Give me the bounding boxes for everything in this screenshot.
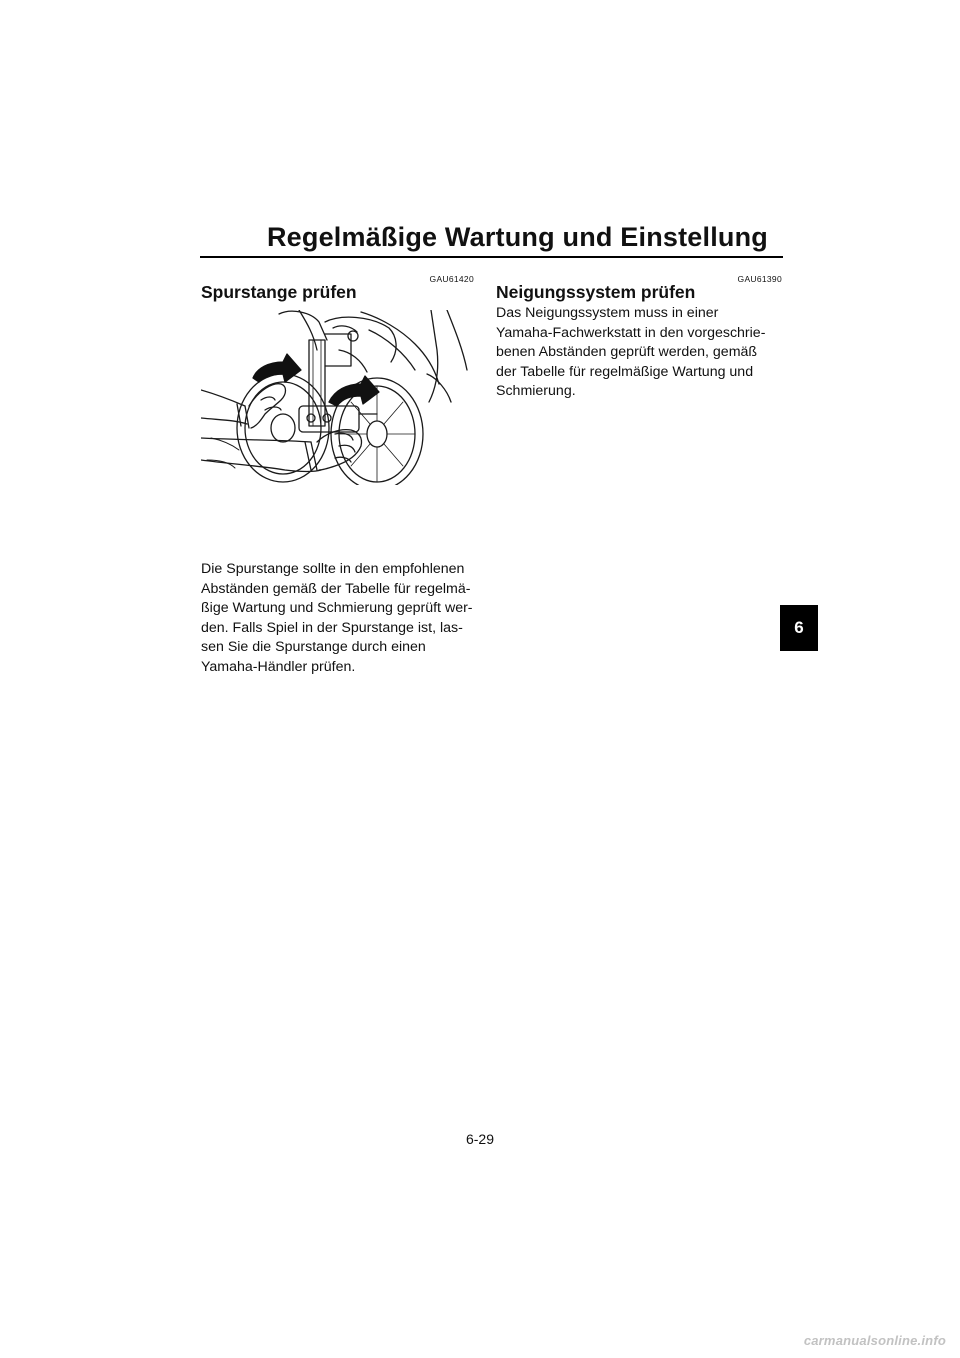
figure-steering-check [201,310,474,485]
text-line: Yamaha-Fachwerkstatt in den vorgeschrie- [496,324,766,341]
paragraph-neigungssystem [496,304,786,402]
section-code: GAU61420 [429,274,474,284]
text-line: den. Falls Spiel in der Spurstange ist, las- [201,619,463,636]
text-line: ßige Wartung und Schmierung geprüft wer- [201,600,473,616]
section-code: GAU61390 [737,274,782,284]
section-heading-neigungssystem: Neigungssystem prüfen [496,282,696,302]
text-line: Schmierung. [496,383,576,399]
motorcycle-steering-check-illustration [201,310,474,485]
page-title: Regelmäßige Wartung und Einstellung [266,222,768,252]
text-line: sen Sie die Spurstange durch einen [201,639,426,655]
section-heading-spurstange: Spurstange prüfen [201,282,357,302]
text-line: Die Spurstange sollte in den empfohlenen [201,561,465,577]
text-line: benen Abständen geprüft werden, gemäß [496,344,758,360]
chapter-tab: 6 [780,605,818,651]
text-line: Abständen gemäß der Tabelle für regelmä- [201,580,471,597]
page-number: 6-29 [465,1131,495,1147]
text-line: der Tabelle für regelmäßige Wartung und [496,363,754,380]
title-rule [200,256,783,258]
paragraph-spurstange [201,560,476,677]
text-line: Yamaha-Händler prüfen. [201,658,356,675]
watermark: carmanualsonline.info [803,1333,946,1348]
text-line: Das Neigungssystem muss in einer [496,305,719,321]
